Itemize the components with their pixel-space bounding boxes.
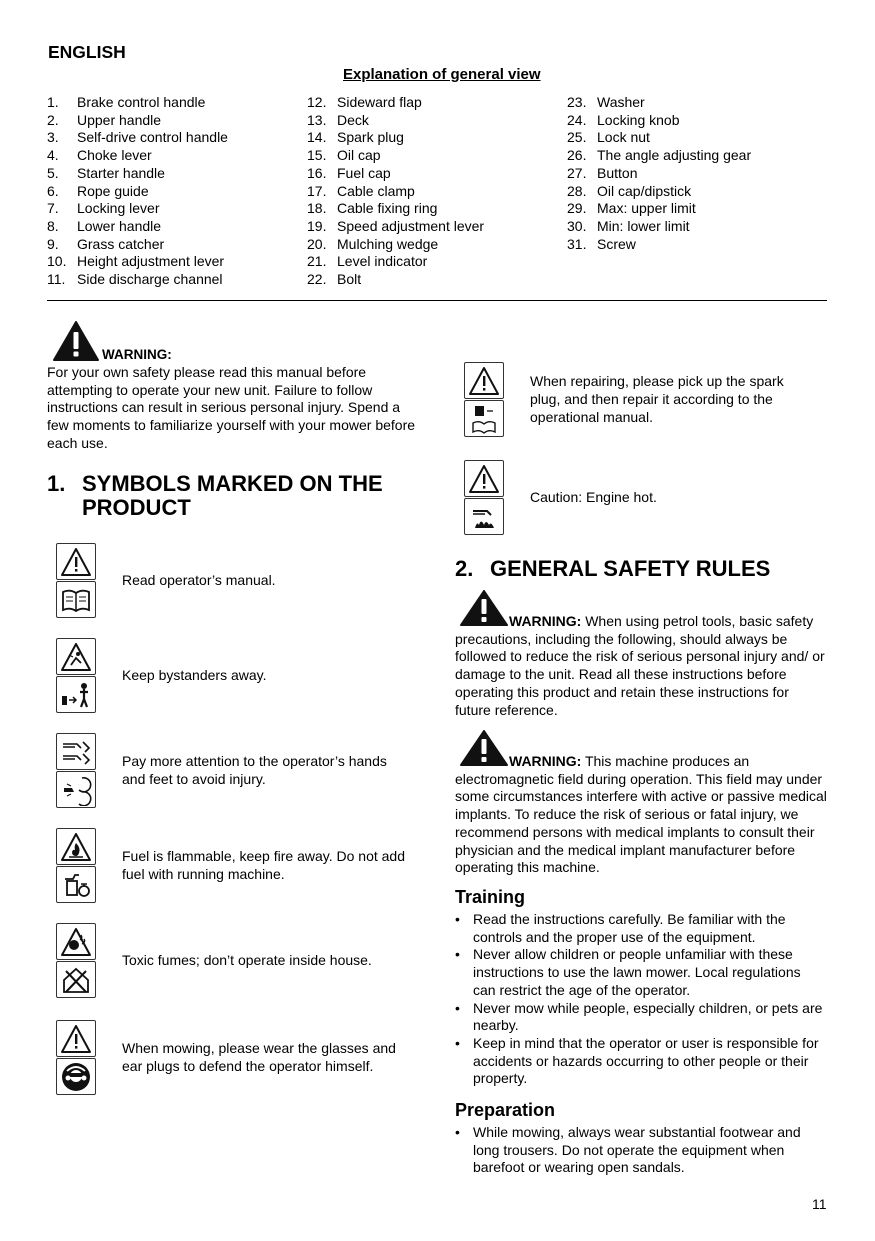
list-item: 12. Sideward flap	[307, 94, 422, 110]
symbol-row-manual	[56, 543, 402, 619]
list-item: 7. Locking lever	[47, 200, 160, 217]
list-item: 13. Deck	[307, 111, 369, 128]
explanation-title: Explanation of general view	[343, 66, 541, 83]
symbol-label: When mowing, please wear the glasses and ear plugs to defend the operator himself.	[122, 1040, 396, 1074]
thrown-object-icon	[56, 638, 96, 675]
warning-2a	[455, 590, 827, 719]
list-item: 30. Min: lower limit	[567, 217, 690, 234]
warning-text: This machine produces an electromagnetic field during operation. This field may under some circumstances interfere with active or passive medical implants. To reduce the risk of serious or fatal injury, we recommend persons with medical implants to consult their physician and the medical implant manufacturer before operating this machine.	[455, 753, 827, 876]
warning-header	[52, 320, 172, 362]
training-list	[455, 911, 825, 1088]
warning-icon	[459, 590, 509, 626]
list-item: 27. Button	[567, 164, 638, 181]
list-item: 26. The angle adjusting gear	[567, 147, 752, 164]
symbol-label: Keep bystanders away.	[122, 667, 267, 684]
list-item: 5. Starter handle	[47, 164, 165, 181]
book-icon	[56, 581, 96, 618]
list-item: 2. Upper handle	[47, 111, 162, 128]
symbol-row-fuel	[56, 828, 422, 904]
list-item: 28. Oil cap/dipstick	[567, 182, 692, 199]
symbol-row-engine-hot	[464, 460, 810, 536]
list-item: • Keep in mind that the operator or user is responsible for accidents or hazards occurring to other people or their property.	[455, 1035, 825, 1088]
list-item: 19. Speed adjustment lever	[307, 217, 485, 234]
list-item: 22. Bolt	[307, 271, 362, 288]
bystander-distance-icon	[56, 676, 96, 713]
list-item: 3. Self-drive control handle	[47, 129, 228, 146]
symbol-row-bystanders	[56, 638, 402, 714]
symbol-label: Fuel is flammable, keep fire away. Do not add fuel with running machine.	[122, 848, 405, 882]
symbol-label: Caution: Engine hot.	[530, 489, 657, 506]
warning-triangle-icon	[464, 460, 504, 497]
foot-cut-icon	[56, 771, 96, 808]
fuel-can-icon	[56, 866, 96, 903]
symbol-label: Pay more attention to the operator’s hands and feet to avoid injury.	[122, 753, 387, 787]
list-item: 17. Cable clamp	[307, 182, 415, 199]
warning-triangle-icon	[464, 362, 504, 399]
parts-list-col-1	[47, 94, 228, 289]
preparation-heading: Preparation	[455, 1100, 556, 1120]
list-item: 1. Brake control handle	[47, 94, 206, 110]
flammable-icon	[56, 828, 96, 865]
list-item: • While mowing, always wear substantial footwear and long trousers. Do not operate the equipment when barefoot or wearing open sandals.	[455, 1124, 825, 1177]
list-item: 21. Level indicator	[307, 253, 428, 270]
warning-2b	[455, 730, 827, 877]
list-item: 8. Lower handle	[47, 217, 162, 234]
list-item: 14. Spark plug	[307, 129, 404, 146]
warning-icon	[459, 730, 509, 766]
list-item: 25. Lock nut	[567, 129, 650, 146]
section-2-heading: 2. GENERAL SAFETY RULES	[455, 556, 771, 581]
list-item: • Never mow while people, especially children, or pets are nearby.	[455, 1000, 825, 1035]
symbol-row-spark-plug	[464, 362, 810, 438]
symbol-row-hands-feet	[56, 733, 412, 809]
list-item: 23. Washer	[567, 94, 645, 110]
eye-ear-protection-icon	[56, 1058, 96, 1095]
language-heading: ENGLISH	[48, 42, 126, 62]
list-item: 11. Side discharge channel	[47, 271, 223, 288]
list-item: 16. Fuel cap	[307, 164, 391, 181]
symbol-label: When repairing, please pick up the spark plug, and then repair it according to the operational manual.	[530, 373, 784, 425]
section-divider	[47, 300, 827, 301]
list-item: 9. Grass catcher	[47, 235, 165, 252]
section-1-heading: 1. SYMBOLS MARKED ON THE PRODUCT	[47, 471, 383, 520]
symbol-label: Read operator’s manual.	[122, 572, 276, 589]
list-item: 6. Rope guide	[47, 182, 149, 199]
warning-text: For your own safety please read this manual before attempting to operate your new unit. Failure to follow instructions can result in serious personal injury. Spend a few moments to familiarize yourself with your mower before each use.	[47, 364, 416, 451]
parts-list-col-2	[307, 94, 484, 289]
warning-triangle-icon	[56, 1020, 96, 1057]
list-item: 15. Oil cap	[307, 147, 381, 164]
page-number: 11	[812, 1196, 827, 1212]
spark-plug-manual-icon	[464, 400, 504, 437]
warning-triangle-icon	[56, 543, 96, 580]
list-item: 18. Cable fixing ring	[307, 200, 438, 217]
hot-surface-icon	[464, 498, 504, 535]
warning-text: When using petrol tools, basic safety precautions, including the following, should always be followed to reduce the risk of serious personal injury and/ or damage to the unit. Read all these instructions before operating this product and retain these instructions for future reference.	[455, 613, 825, 718]
preparation-list	[455, 1124, 825, 1177]
toxic-fumes-icon	[56, 923, 96, 960]
warning-label: WARNING:	[509, 753, 582, 769]
symbol-row-toxic	[56, 923, 402, 999]
list-item: 10. Height adjustment lever	[47, 253, 225, 270]
symbol-row-protection	[56, 1020, 412, 1096]
list-item: 29. Max: upper limit	[567, 200, 696, 217]
list-item: • Read the instructions carefully. Be familiar with the controls and the proper use of the equipment.	[455, 911, 825, 946]
symbol-label: Toxic fumes; don’t operate inside house.	[122, 952, 372, 969]
hand-cut-icon	[56, 733, 96, 770]
training-heading: Training	[455, 887, 526, 907]
list-item: 31. Screw	[567, 235, 636, 252]
list-item: • Never allow children or people unfamiliar with these instructions to use the lawn mower. Local regulations can restrict the age of the operator.	[455, 946, 825, 999]
warning-label: WARNING:	[102, 347, 172, 362]
list-item: 24. Locking knob	[567, 111, 680, 128]
warning-icon	[52, 320, 100, 362]
no-indoor-icon	[56, 961, 96, 998]
list-item: 4. Choke lever	[47, 147, 152, 164]
warning-label: WARNING:	[509, 613, 582, 629]
list-item: 20. Mulching wedge	[307, 235, 439, 252]
parts-list-col-3	[567, 94, 751, 253]
